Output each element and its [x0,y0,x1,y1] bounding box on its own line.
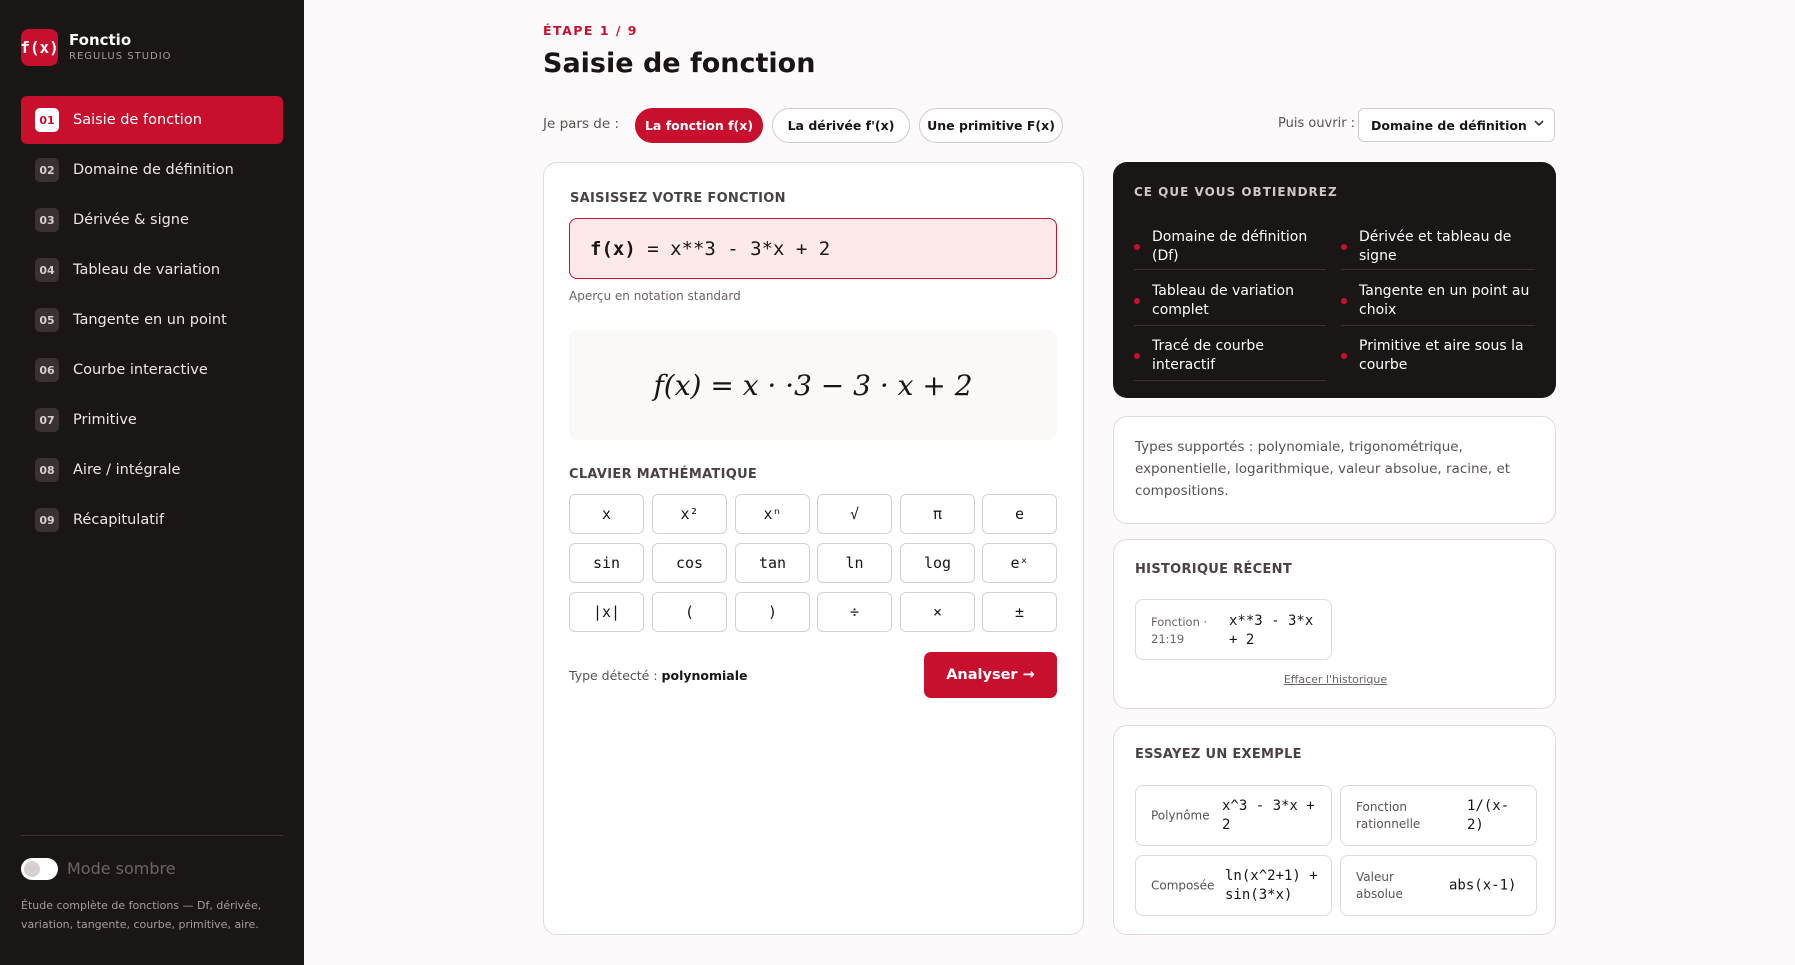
examples-card [1113,725,1556,935]
sidebar-description: Étude complète de fonctions — Df, dérivée, variation, tangente, courbe, primitive, aire. [21,899,262,931]
history-title: HISTORIQUE RÉCENT [1135,562,1293,577]
nav-num: 05 [35,308,59,332]
nav-num: 07 [35,408,59,432]
math-preview [569,330,1057,440]
key-plus-minus[interactable]: ± [982,592,1057,632]
app-logo: f(x) [21,29,58,66]
example-function: x^3 - 3*x + 2 [1222,797,1315,833]
nav-item-tangente[interactable] [21,296,283,344]
chevron-down-icon [1534,118,1544,131]
feature-text: Domaine de définition (Df) [1152,229,1308,264]
nav-item-derivee[interactable] [21,196,283,244]
key-cos[interactable]: cos [652,543,727,583]
page-title: Saisie de fonction [543,48,816,79]
nav-num: 01 [35,108,59,132]
key-close-paren[interactable]: ) [735,592,810,632]
nav-item-aire[interactable] [21,446,283,494]
clear-history-link[interactable]: Effacer l'historique [1283,673,1388,686]
math-preview-text: f(x) = x · ·3 − 3 · x + 2 [653,368,973,402]
nav-label: Courbe interactive [73,362,208,378]
nav-label: Tableau de variation [73,262,221,278]
example-function: abs(x-1) [1449,877,1517,893]
nav-num: 09 [35,508,59,532]
nav-num: 02 [35,158,59,182]
key-sqrt[interactable]: √ [817,494,892,534]
features-card [1113,162,1556,398]
step-nav [21,96,283,546]
key-tan[interactable]: tan [735,543,810,583]
sidebar [0,0,304,965]
key-x-squared[interactable]: x² [652,494,727,534]
divider [1134,380,1326,381]
bullet-icon [1134,353,1140,359]
nav-num: 06 [35,358,59,382]
brand-name: Fonctio [69,31,132,49]
key-pi[interactable]: π [900,494,975,534]
example-rationnelle[interactable] [1340,785,1537,846]
example-function: ln(x^2+1) + sin(3*x) [1225,867,1318,903]
example-polynome[interactable] [1135,785,1332,846]
nav-num: 03 [35,208,59,232]
key-sin[interactable]: sin [569,543,644,583]
select-value: Domaine de définition [1371,117,1527,133]
brand-studio: REGULUS STUDIO [69,51,172,62]
example-name: Valeur absolue [1356,869,1403,901]
feature-text: Primitive et aire sous la courbe [1359,338,1524,373]
history-card [1113,539,1556,709]
key-log[interactable]: log [900,543,975,583]
example-name: Polynôme [1151,808,1210,822]
feature-item [1341,279,1533,323]
open-next-select[interactable] [1358,108,1555,142]
key-exp[interactable]: eˣ [982,543,1057,583]
nav-label: Primitive [73,412,137,428]
key-multiply[interactable]: × [900,592,975,632]
features-title: CE QUE VOUS OBTIENDREZ [1134,185,1338,199]
step-indicator: ÉTAPE 1 / 9 [543,23,638,38]
nav-label: Aire / intégrale [73,462,181,478]
feature-item [1341,334,1533,378]
nav-num: 08 [35,458,59,482]
example-name: Fonction rationnelle [1356,799,1421,831]
bullet-icon [1134,298,1140,304]
sidebar-divider [21,835,283,836]
supported-types-card [1113,416,1556,524]
history-item-function: x**3 - 3*x + 2 [1229,613,1314,648]
input-section-label: SAISISSEZ VOTRE FONCTION [570,191,786,206]
divider [1341,325,1535,326]
dark-mode-toggle[interactable] [21,858,58,880]
feature-item [1134,279,1326,323]
key-e[interactable]: e [982,494,1057,534]
key-x[interactable]: x [569,494,644,534]
key-ln[interactable]: ln [817,543,892,583]
nav-num: 04 [35,258,59,282]
function-expression: = x**3 - 3*x + 2 [647,237,831,260]
key-open-paren[interactable]: ( [652,592,727,632]
feature-text: Tableau de variation complet [1152,283,1294,318]
key-x-power-n[interactable]: xⁿ [735,494,810,534]
divider [1134,325,1326,326]
nav-label: Récapitulatif [73,512,165,528]
feature-item [1134,334,1326,378]
start-label: Je pars de : [543,116,620,132]
detected-type [569,668,748,683]
key-abs[interactable]: |x| [569,592,644,632]
open-next-label: Puis ouvrir : [1278,116,1356,131]
analyze-button[interactable]: Analyser → [924,652,1057,698]
nav-item-domaine[interactable] [21,146,283,194]
pill-derivee[interactable]: La dérivée f'(x) [772,108,910,143]
toggle-knob [24,861,40,877]
bullet-icon [1341,244,1347,250]
pill-fonction[interactable]: La fonction f(x) [635,108,763,143]
detected-type-value: polynomiale [661,668,748,683]
dark-mode-label: Mode sombre [67,859,176,878]
nav-label: Domaine de définition [73,162,234,178]
example-name: Composée [1151,878,1215,892]
keyboard-label: CLAVIER MATHÉMATIQUE [569,467,758,482]
preview-label: Aperçu en notation standard [569,289,741,303]
nav-label: Tangente en un point [73,312,227,328]
key-divide[interactable]: ÷ [817,592,892,632]
pill-primitive[interactable]: Une primitive F(x) [919,108,1063,143]
example-valeur-absolue[interactable] [1340,855,1537,916]
examples-title: ESSAYEZ UN EXEMPLE [1135,747,1302,762]
nav-item-recapitulatif[interactable] [21,496,283,544]
nav-label: Saisie de fonction [73,112,202,128]
function-input[interactable] [569,218,1057,279]
feature-item [1341,228,1533,266]
nav-item-saisie[interactable] [21,96,283,144]
supported-types-text: Types supportés : polynomiale, trigonométrique, exponentielle, logarithmique, valeur absolue, racine, et compositions. [1135,439,1511,499]
example-composee[interactable] [1135,855,1332,916]
feature-text: Tracé de courbe interactif [1152,338,1264,373]
history-item-meta: Fonction · 21:19 [1151,615,1208,646]
bullet-icon [1341,298,1347,304]
nav-item-courbe[interactable] [21,346,283,394]
feature-text: Tangente en un point au choix [1359,283,1530,318]
divider [1341,269,1535,270]
nav-label: Dérivée & signe [73,212,189,228]
nav-item-primitive[interactable] [21,396,283,444]
feature-text: Dérivée et tableau de signe [1359,229,1512,264]
history-item[interactable] [1135,599,1332,660]
bullet-icon [1134,244,1140,250]
bullet-icon [1341,353,1347,359]
function-prefix: f(x) [590,237,636,260]
divider [1134,269,1326,270]
feature-item [1134,228,1326,266]
detected-type-label: Type détecté : [569,668,658,683]
example-function: 1/(x-2) [1467,797,1510,833]
nav-item-tableau[interactable] [21,246,283,294]
